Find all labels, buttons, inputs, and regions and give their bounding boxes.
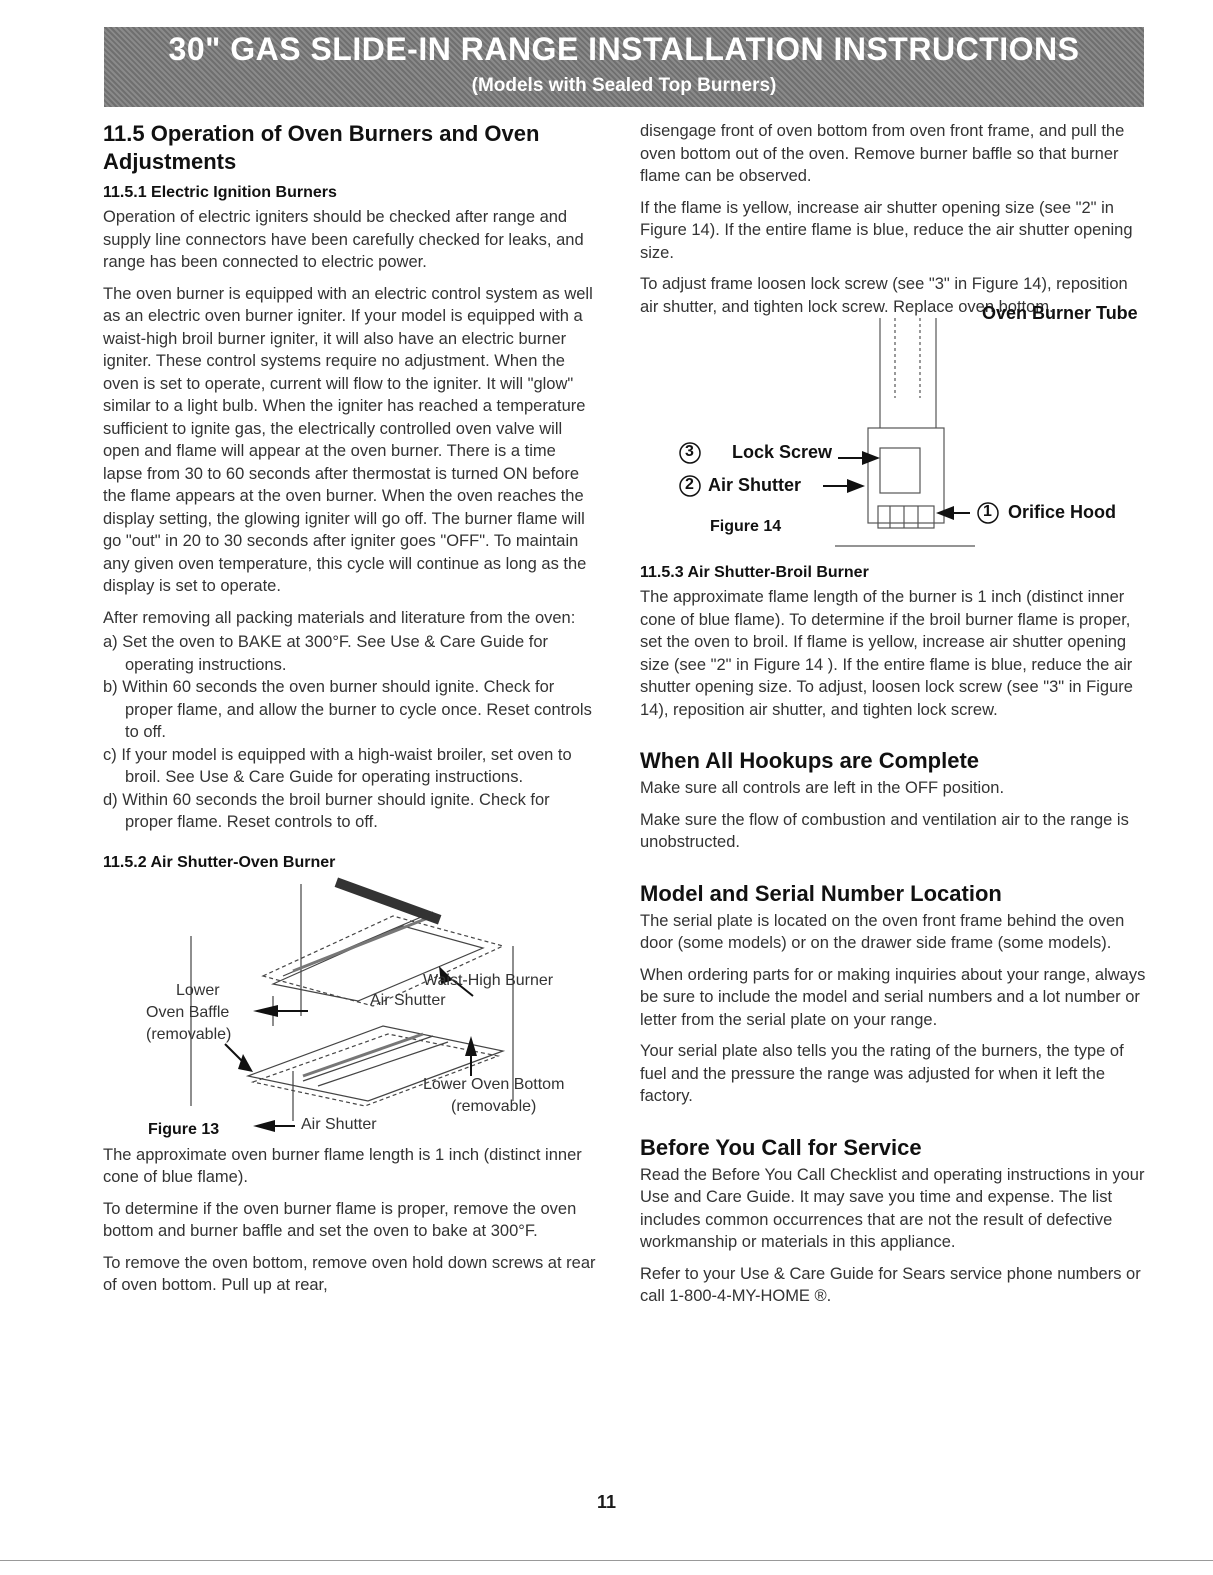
page-number: 11 [596, 1492, 617, 1512]
paragraph: Refer to your Use & Care Guide for Sears service phone numbers or call 1-800-4-MY-HOME ®. [640, 1264, 1141, 1305]
figure-14-label-air-shutter: Air Shutter [708, 475, 802, 495]
section-heading-11-5: 11.5 Operation of Oven Burners and Oven Adjustments [103, 121, 540, 174]
paragraph: The serial plate is located on the oven front frame behind the oven door (some models) or on the drawer side frame (some models). [640, 911, 1125, 952]
list-item: a) Set the oven to BAKE at 300°F. See Use & Care Guide for operating instructions. [103, 633, 549, 674]
figure-14 [640, 303, 1146, 548]
figure-14-lock-screw-number: 3 [685, 443, 694, 460]
figure-13-label-lower-baffle: (removable) [146, 1025, 232, 1043]
figure-14-label-lock-screw: Lock Screw [732, 442, 833, 462]
paragraph: Read the Before You Call Checklist and operating instructions in your Use and Care Guide. It may save you time and expense. The list includes common occurrences that are not the result of defective workmanship or materials in this appliance. [640, 1165, 1145, 1251]
figure-13 [103, 876, 598, 1144]
paragraph: To remove the oven bottom, remove oven hold down screws at rear of oven bottom. Pull up at rear, [103, 1253, 596, 1294]
figure-14-label-oven-burner-tube: Oven Burner Tube [982, 303, 1138, 323]
procedure-list [103, 631, 598, 834]
paragraph: The approximate flame length of the burner is 1 inch (distinct inner cone of blue flame). To determine if the broil burner flame is proper, set the oven to broil. If flame is yellow, increase air shutter opening size (see "2" in Figure 14 ). If the entire flame is blue, reduce the air shutter opening size. To adjust, loosen lock screw (see "3" in Figure 14), reposition air shutter, and tighten lock screw. [640, 588, 1133, 719]
list-item: b) Within 60 seconds the oven burner should ignite. Check for proper flame, and allow the burner to cycle once. Reset controls to off. [103, 678, 592, 741]
figure-14-caption: Figure 14 [710, 518, 782, 535]
paragraph: After removing all packing materials and literature from the oven: [103, 608, 576, 627]
left-column [103, 120, 598, 1306]
page-title: 30" GAS SLIDE-IN RANGE INSTALLATION INSTRUCTIONS [168, 31, 1080, 67]
paragraph: To adjust frame loosen lock screw (see "3" in Figure 14), reposition air shutter, and tighten lock screw. Replace oven bottom. [640, 275, 1128, 316]
figure-13-label-lower-baffle: Lower [176, 981, 220, 999]
footer-divider [0, 1560, 1213, 1561]
figure-13-label-air-shutter: Air Shutter [370, 991, 446, 1009]
list-item: c) If your model is equipped with a high-waist broiler, set oven to broil. See Use & Care Guide for operating instructions. [103, 745, 572, 786]
section-heading-model-serial: Model and Serial Number Location [640, 880, 1002, 906]
paragraph: Make sure all controls are left in the OFF position. [640, 779, 1005, 797]
figure-14-air-shutter-number: 2 [685, 476, 694, 493]
figure-13-label-waist-high-burner: Waist-High Burner [423, 971, 554, 989]
paragraph: disengage front of oven bottom from oven front frame, and pull the oven bottom out of the oven. Remove burner baffle so that burner flame can be observed. [640, 122, 1125, 185]
page-subtitle: (Models with Sealed Top Burners) [471, 75, 777, 96]
figure-13-label-lower-baffle: Oven Baffle [146, 1003, 230, 1021]
paragraph: The oven burner is equipped with an electric control system as well as an electric oven burner igniter. If your model is equipped with a waist-high broil burner igniter, it will also have an electric burner igniter. These control systems require no adjustment. When the oven is set to operate, current will flow to the igniter. It will "glow" similar to a light bulb. When the igniter has reached a temperature sufficient to ignite gas, the electrically controlled oven valve will open and flame will appear at the oven burner. There is a time lapse from 30 to 60 seconds after thermostat is turned ON before the flame appears at the oven burner. When the oven reaches the display setting, the glowing igniter will go off. The burner flame will go "out" in 20 to 30 seconds after igniter goes "OFF". To maintain any given oven temperature, this cycle will continue as long as the display is set to operate. [103, 284, 593, 595]
figure-13-label-air-shutter-bottom: Air Shutter [301, 1115, 377, 1133]
figure-13-caption: Figure 13 [148, 1120, 220, 1138]
paragraph: To determine if the oven burner flame is proper, remove the oven bottom and burner baffle and set the oven to bake at 300°F. [103, 1199, 577, 1240]
figure-14-label-orifice-hood: Orifice Hood [1008, 502, 1117, 522]
header-banner [104, 27, 1144, 107]
list-item: d) Within 60 seconds the broil burner should ignite. Check for proper flame. Reset controls to off. [103, 790, 550, 831]
paragraph: Your serial plate also tells you the rating of the burners, the type of fuel and the pressure the range was adjusted for when it left the factory. [640, 1042, 1124, 1105]
paragraph: Operation of electric igniters should be checked after range and supply line connectors have been carefully checked for leaks, and range has been connected to electric power. [103, 208, 584, 271]
paragraph: Make sure the flow of combustion and ventilation air to the range is unobstructed. [640, 810, 1129, 851]
section-heading-service: Before You Call for Service [640, 1134, 922, 1160]
paragraph: When ordering parts for or making inquiries about your range, always be sure to include the model and serial numbers and a lot number or letter from the serial plate on your range. [640, 965, 1146, 1029]
figure-13-label-lower-oven-bottom: Lower Oven Bottom [423, 1075, 565, 1093]
subsection-heading-11-5-3: 11.5.3 Air Shutter-Broil Burner [640, 564, 869, 581]
right-column [640, 120, 1146, 1317]
section-heading-hookups: When All Hookups are Complete [640, 748, 980, 773]
paragraph: If the flame is yellow, increase air shutter opening size (see "2" in Figure 14). If the entire flame is blue, reduce the air shutter opening size. [640, 198, 1133, 262]
paragraph: The approximate oven burner flame length is 1 inch (distinct inner cone of blue flame). [103, 1145, 582, 1186]
subsection-heading-11-5-2: 11.5.2 Air Shutter-Oven Burner [103, 853, 336, 871]
figure-14-orifice-hood-number: 1 [983, 503, 992, 520]
figure-13-label-removable: (removable) [451, 1097, 537, 1115]
subsection-heading-11-5-1: 11.5.1 Electric Ignition Burners [103, 184, 337, 201]
